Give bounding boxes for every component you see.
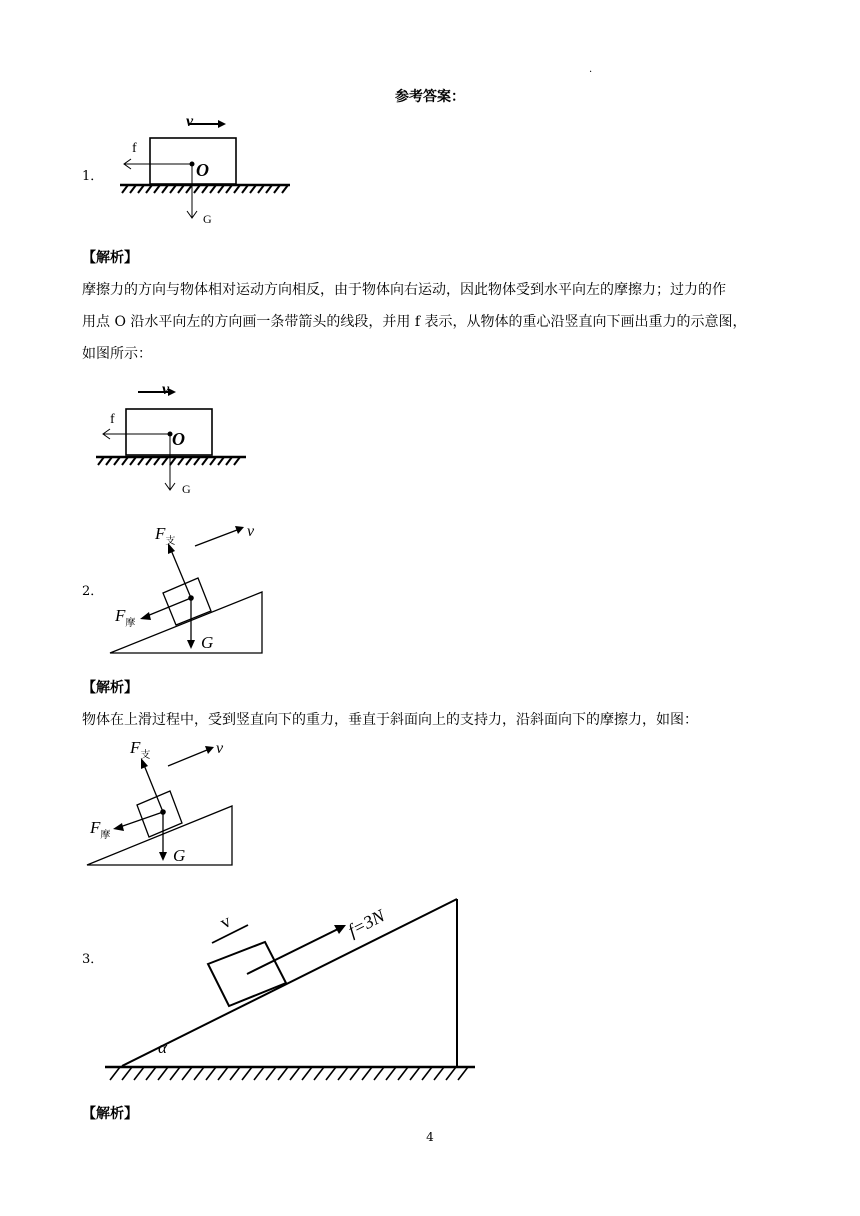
q3-number: 3． — [82, 952, 104, 967]
q1-figure — [100, 112, 300, 227]
q2b-ffriction-label: $F_摩$ — [90, 818, 111, 841]
q2-g-label: G — [201, 633, 214, 652]
q1-analysis-figure — [78, 380, 278, 495]
q2-v-label: v — [247, 523, 255, 540]
q3-f-label: f=3N — [344, 905, 388, 941]
q1-f-label: f — [132, 141, 137, 156]
q1-number: 1． — [82, 169, 104, 184]
q3-v-label: v — [216, 910, 234, 933]
q2-analysis-line: 物体在上滑过程中，受到竖直向下的重力，垂直于斜面向上的支持力，沿斜面向下的摩擦力，如图： — [82, 712, 698, 728]
q1-analysis-line-3: 如图所示： — [82, 346, 152, 362]
q1-analysis-line-1: 摩擦力的方向与物体相对运动方向相反，由于物体向右运动，因此物体受到水平向左的摩擦力；过力的作 — [82, 282, 726, 298]
q2b-g-label: G — [173, 846, 186, 865]
q1b-o-label: O — [172, 429, 185, 449]
q1-v-label: v — [186, 113, 194, 130]
q2-analysis-figure — [82, 733, 252, 878]
q1-analysis-heading: 【解析】 — [82, 250, 138, 266]
q3-analysis-heading: 【解析】 — [82, 1106, 138, 1122]
q2-analysis-heading: 【解析】 — [82, 680, 138, 696]
q1b-f-label: f — [110, 412, 115, 427]
q3-figure — [100, 885, 490, 1090]
q1b-g-label: G — [182, 482, 191, 496]
q3-alpha-label: α — [158, 1038, 167, 1057]
q2-number: 2． — [82, 584, 104, 599]
q2-figure — [105, 515, 275, 660]
q1b-v-label: v — [162, 381, 170, 398]
q2b-fsupport-label: $F_支$ — [130, 738, 151, 761]
q2-ffriction-label: $F_摩$ — [115, 606, 136, 629]
q2b-v-label: v — [216, 740, 224, 757]
q1-analysis — [82, 274, 782, 370]
q2-fsupport-label: $F_支$ — [155, 524, 176, 547]
page-title: 参考答案： — [395, 89, 465, 105]
q1-g-label: G — [203, 212, 212, 226]
header-dot: . — [589, 64, 593, 75]
q1-o-label: O — [196, 160, 209, 180]
q1-analysis-line-2: 用点 O 沿水平向左的方向画一条带箭头的线段，并用 f 表示，从物体的重心沿竖直向下画出重力的示意图， — [82, 314, 747, 330]
page-number: 4 — [426, 1130, 434, 1144]
